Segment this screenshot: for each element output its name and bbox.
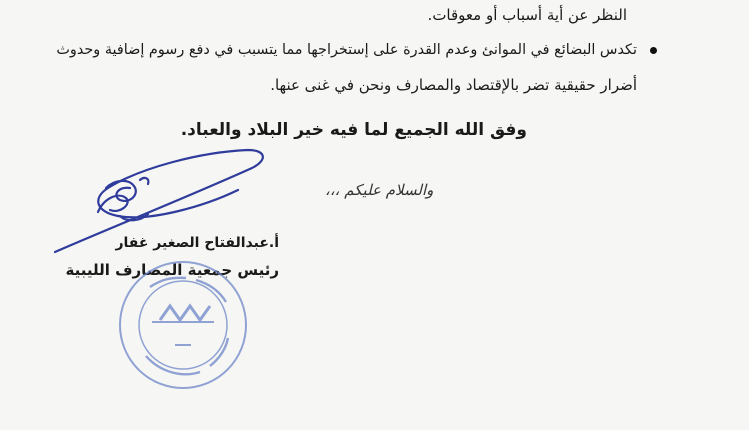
- signatory-title: رئيس جمعية المصارف الليبية: [65, 261, 279, 279]
- paragraph-line: النظر عن أية أسباب أو معوقات.: [427, 6, 627, 24]
- signatory-name: أ.عبدالفتاح الصغير غفار: [115, 235, 279, 251]
- list-item-line: أضرار حقيقية تضر بالإقتصاد والمصارف ونحن في غنى عنها.: [270, 76, 637, 94]
- closing-statement: وفق الله الجميع لما فيه خير البلاد والعباد.: [180, 120, 527, 140]
- salutation: والسلام عليكم ،،،: [325, 181, 434, 199]
- list-item-line: تكدس البضائع في الموانئ وعدم القدرة على إستخراجها مما يتسبب في دفع رسوم إضافية وحدوث: [56, 42, 637, 58]
